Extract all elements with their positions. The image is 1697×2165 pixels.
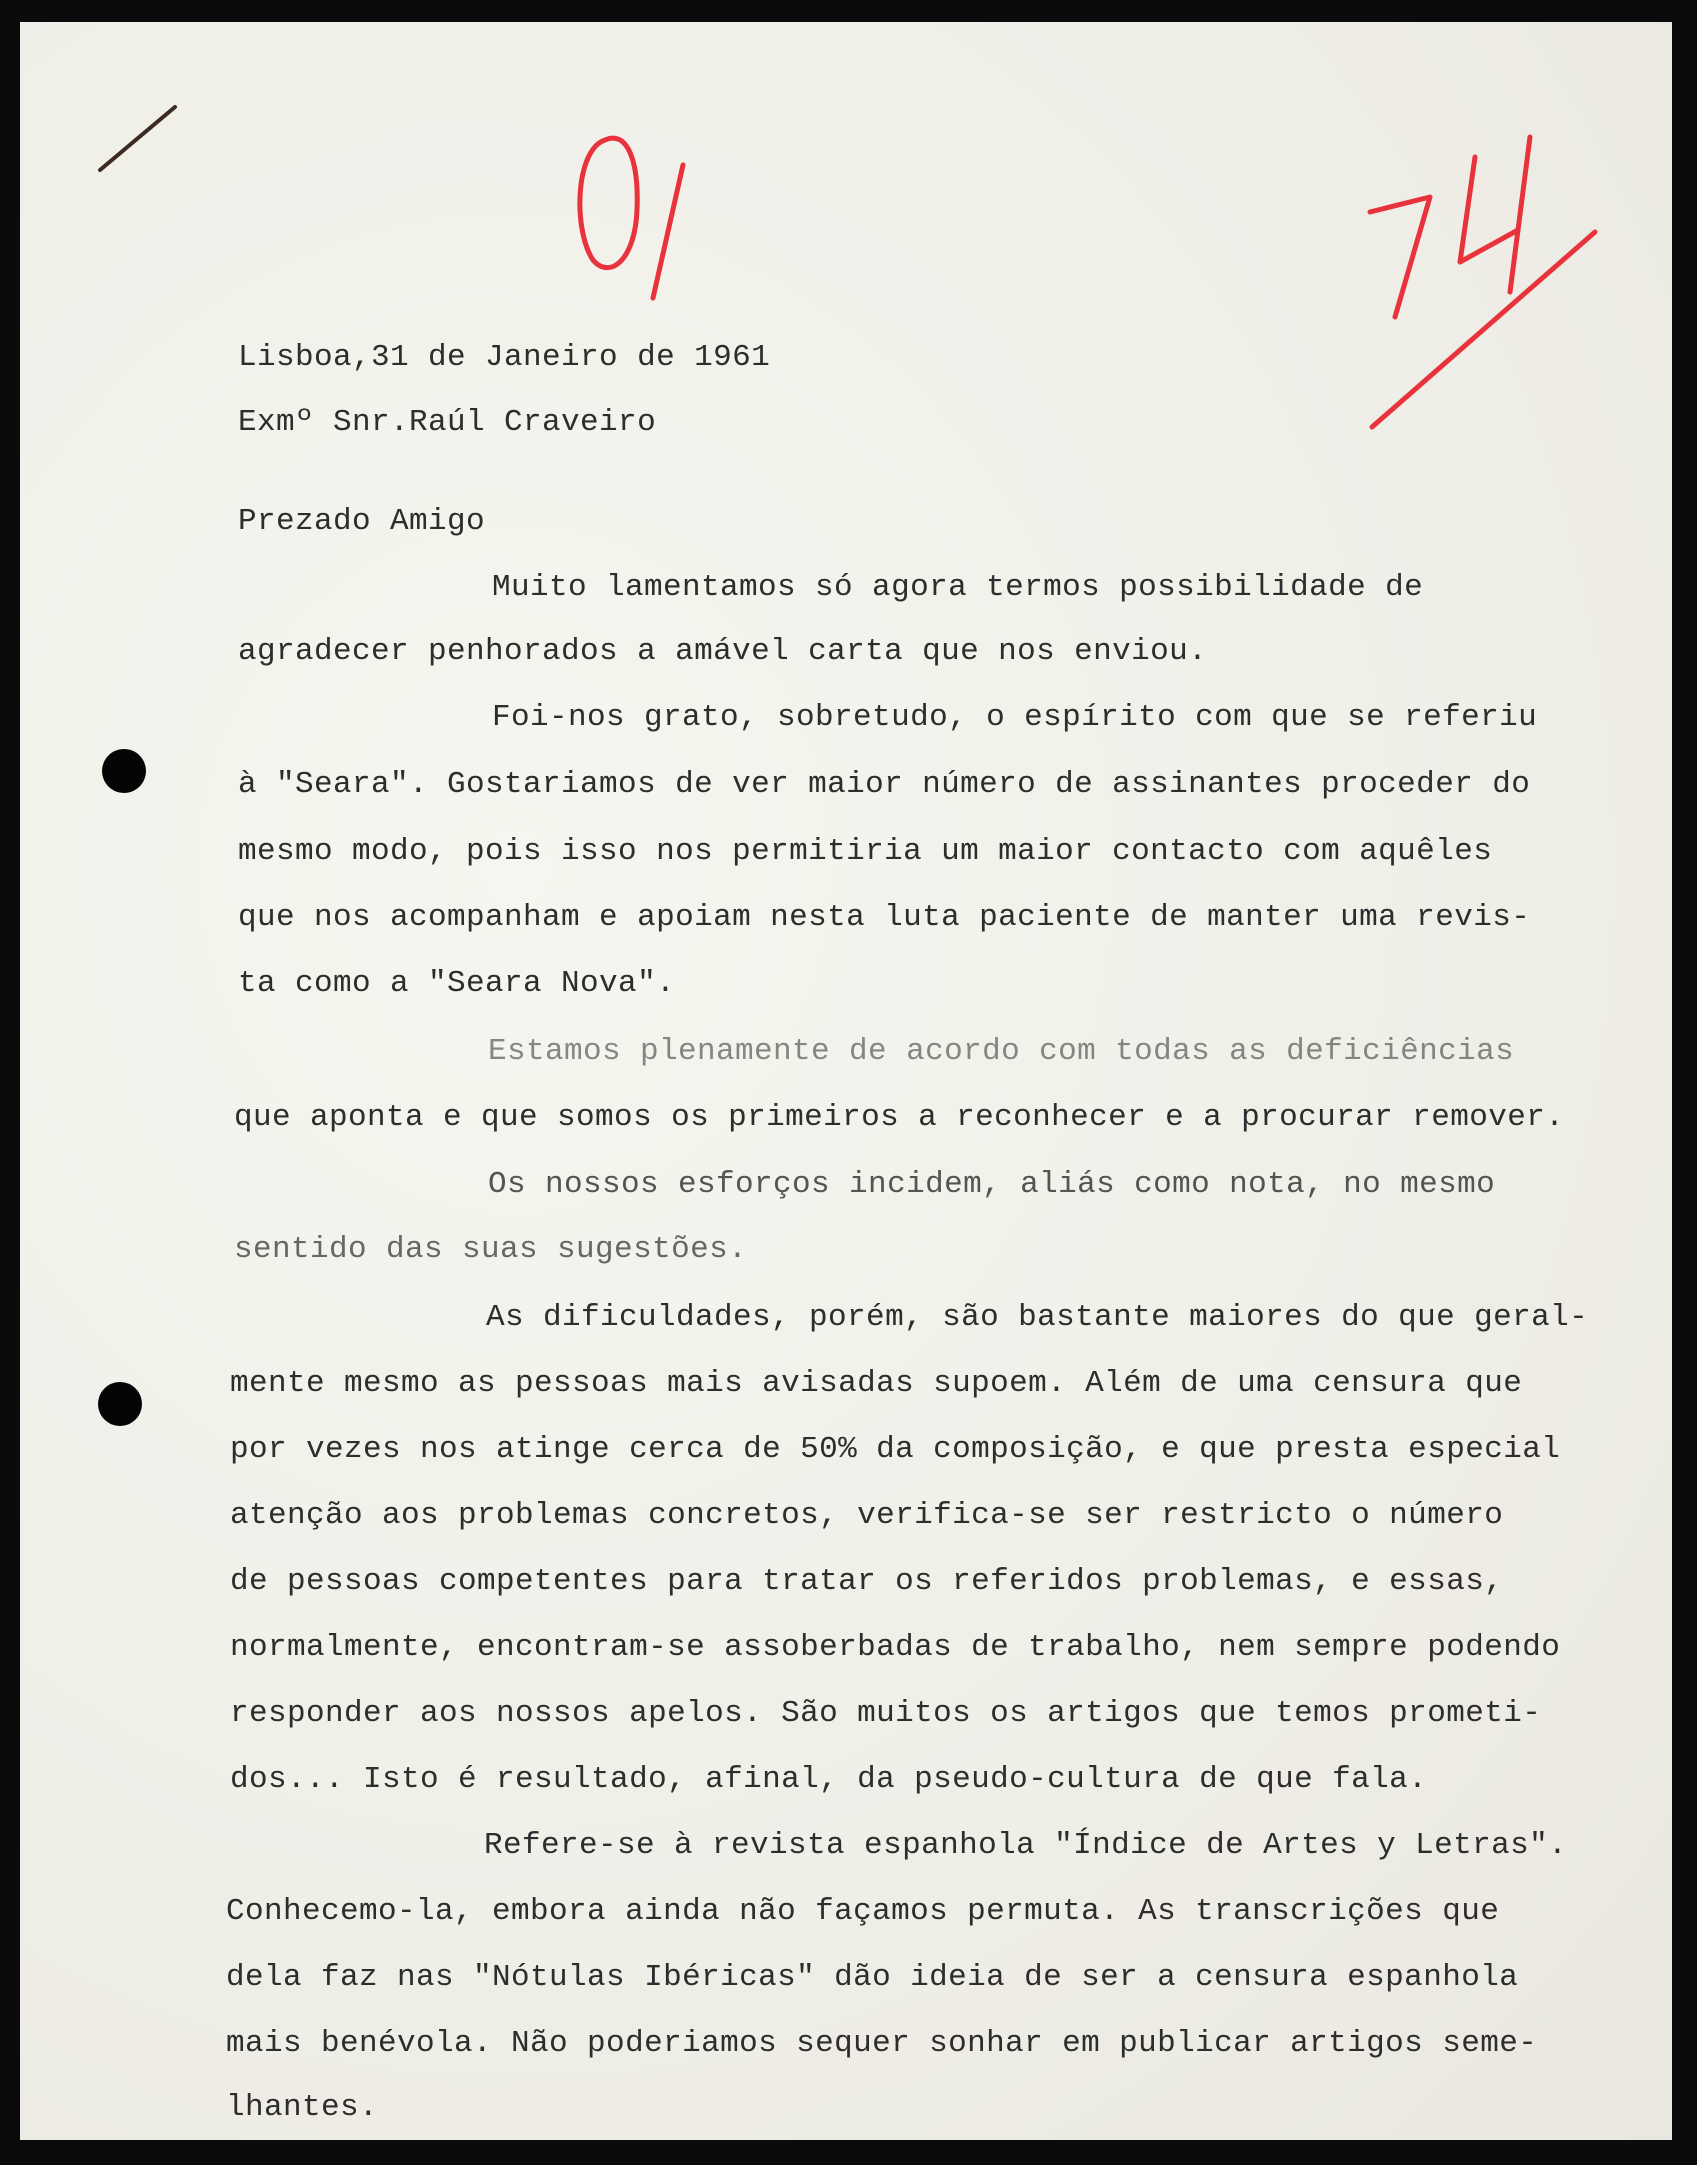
paragraph-1-line-2: agradecer penhorados a amável carta que nos enviou.: [238, 634, 1208, 669]
paragraph-2-line-5: ta como a "Seara Nova".: [238, 966, 676, 1001]
paragraph-6-line-5: lhantes.: [226, 2090, 379, 2125]
place-and-date: Lisboa,31 de Janeiro de 1961: [238, 340, 771, 375]
paragraph-3-line-1: Estamos plenamente de acordo com todas as deficiências: [488, 1034, 1515, 1069]
paragraph-1-line-1: Muito lamentamos só agora termos possibilidade de: [492, 570, 1424, 605]
paragraph-2-line-2: à "Seara". Gostariamos de ver maior número de assinantes proceder do: [238, 767, 1531, 802]
letter-body: [20, 22, 1672, 2140]
paragraph-5-line-4: atenção aos problemas concretos, verifica-se ser restricto o número: [230, 1498, 1504, 1533]
paragraph-6-line-4: mais benévola. Não poderiamos sequer sonhar em publicar artigos seme-: [226, 2026, 1538, 2061]
paragraph-2-line-4: que nos acompanham e apoiam nesta luta paciente de manter uma revis-: [238, 900, 1531, 935]
paragraph-2-line-3: mesmo modo, pois isso nos permitiria um maior contacto com aquêles: [238, 834, 1493, 869]
paragraph-6-line-2: Conhecemo-la, embora ainda não façamos permuta. As transcrições que: [226, 1894, 1500, 1929]
paragraph-5-line-5: de pessoas competentes para tratar os referidos problemas, e essas,: [230, 1564, 1504, 1599]
letter-page: [20, 22, 1672, 2140]
salutation: Prezado Amigo: [238, 504, 486, 539]
paragraph-5-line-3: por vezes nos atinge cerca de 50% da composição, e que presta especial: [230, 1432, 1561, 1467]
paragraph-6-line-1: Refere-se à revista espanhola "Índice de Artes y Letras".: [484, 1828, 1568, 1863]
paragraph-5-line-6: normalmente, encontram-se assoberbadas de trabalho, nem sempre podendo: [230, 1630, 1561, 1665]
paragraph-5-line-8: dos... Isto é resultado, afinal, da pseudo-cultura de que fala.: [230, 1762, 1428, 1797]
paragraph-3-line-2: que aponta e que somos os primeiros a reconhecer e a procurar remover.: [234, 1100, 1565, 1135]
paragraph-4-line-2: sentido das suas sugestões.: [234, 1232, 748, 1267]
paragraph-6-line-3: dela faz nas "Nótulas Ibéricas" dão ideia de ser a censura espanhola: [226, 1960, 1519, 1995]
recipient-line: Exmº Snr.Raúl Craveiro: [238, 405, 657, 440]
paragraph-5-line-7: responder aos nossos apelos. São muitos os artigos que temos prometi-: [230, 1696, 1542, 1731]
paragraph-5-line-1: As dificuldades, porém, são bastante maiores do que geral-: [486, 1300, 1589, 1335]
paragraph-2-line-1: Foi-nos grato, sobretudo, o espírito com que se referiu: [492, 700, 1538, 735]
paragraph-4-line-1: Os nossos esforços incidem, aliás como nota, no mesmo: [488, 1167, 1496, 1202]
paragraph-5-line-2: mente mesmo as pessoas mais avisadas supoem. Além de uma censura que: [230, 1366, 1523, 1401]
